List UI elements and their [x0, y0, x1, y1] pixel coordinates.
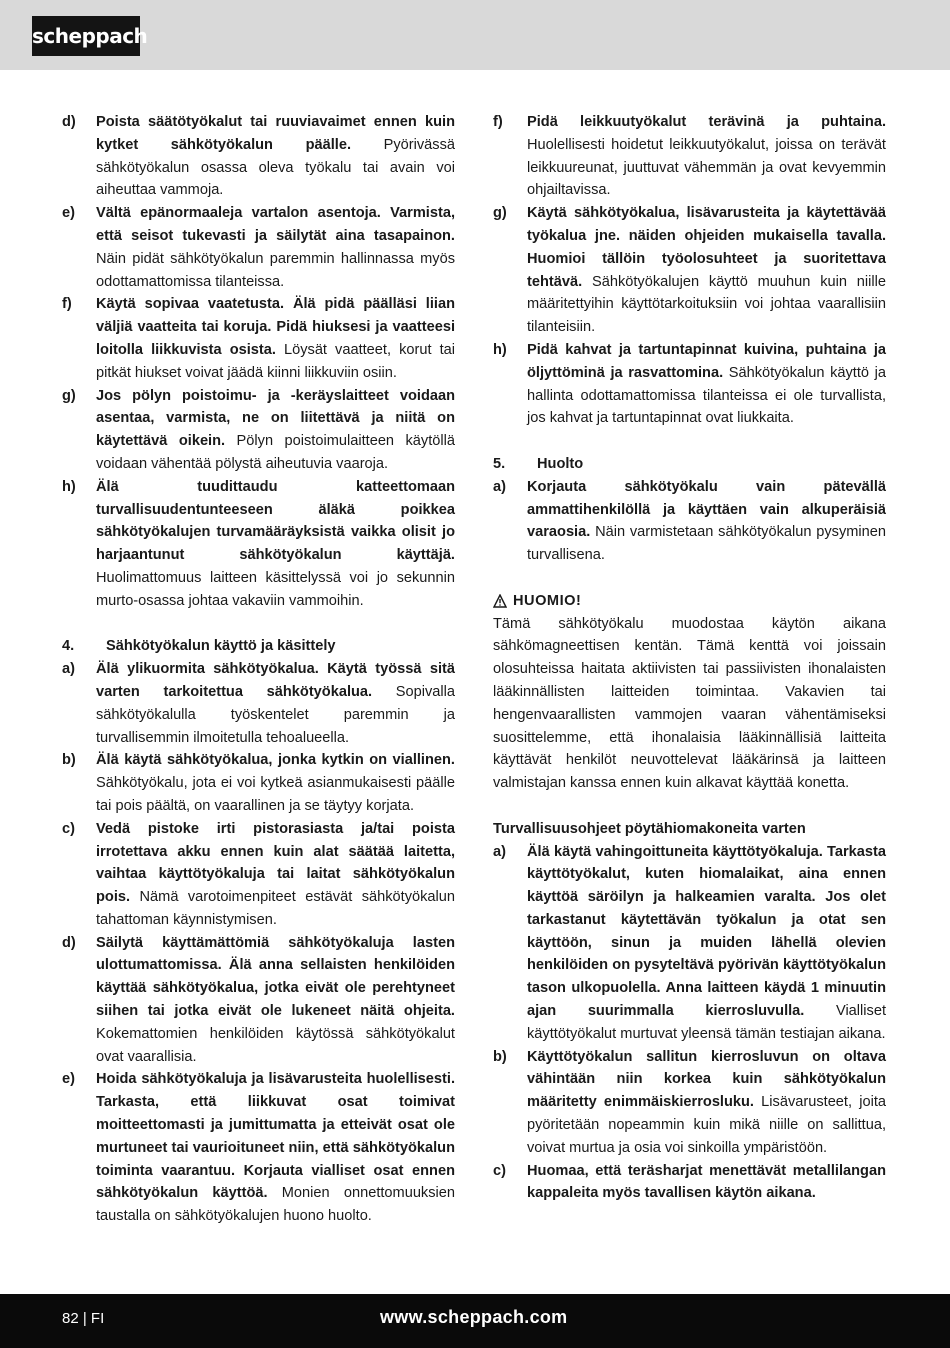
- list-item: [493, 339, 886, 430]
- list-item: [62, 1068, 455, 1228]
- section-title: Huolto: [537, 455, 584, 472]
- item-body: Käytä sopivaa vaatetusta. Älä pidä päälläsi liian väljiä vaatteita tai koruja. Pidä hiuksesi ja vaatteesi loitolla liikkuvista osista. Löysät vaatteet, korut tai pitkät hiukset voivat jäädä kiinni liikkuviin osiin.: [96, 296, 455, 381]
- item-label: f): [493, 114, 503, 130]
- item-label: g): [493, 205, 507, 222]
- section-heading-4: [62, 635, 455, 658]
- item-body: Vältä epänormaaleja vartalon asentoja. Varmista, että seisot tukevasti ja säilytät aina tasapainon. Näin pidät sähkötyökalun paremmin hallinnassa myös odottamattomissa tilanteissa.: [96, 205, 455, 290]
- warning-text: Tämä sähkötyökalu muodostaa käytön aikana sähkömagneettisen kentän. Tämä kenttä voi joissain olosuhteissa haitata aktiivisten tai passiivisten ihonalaisten lääkinnällisten laitteiden toimintaa. Vakavien tai hengenvaarallisten vammojen vaaran vähentämiseksi suosittelemme, että ihonalaisia lääkinnällisiä laitteita käyttävät henkilöt neuvottelevat lääkärinsä ja laitteen valmistajan kanssa ennen kuin alkavat käyttää konetta.: [493, 615, 886, 792]
- warning-title: [493, 590, 886, 613]
- right-column: [493, 111, 886, 1205]
- list-item: [493, 476, 886, 567]
- item-body: Käytä sähkötyökalua, lisävarusteita ja käytettävää työkalua jne. näiden ohjeiden mukaisella tavalla. Huomioi tällöin työolosuhteet ja suoritettava tehtävä. Sähkötyökalujen käyttö muuhun kuin niille määritettyihin käyttötarkoituksiin voi johtaa vaarallisiin tilanteisiin.: [527, 205, 886, 336]
- list-item: [62, 293, 455, 384]
- item-body: Pidä leikkuutyökalut terävinä ja puhtaina. Huolellisesti hoidetut leikkuutyökalut, joissa on terävät leikkuureunat, juuttuvat vähemmän ja ovat kevyemmin ohjailtavissa.: [527, 114, 886, 199]
- warning-title-text: HUOMIO!: [513, 592, 582, 609]
- list-item: [62, 932, 455, 1069]
- section-heading-5: [493, 453, 886, 476]
- list-item: [493, 1160, 886, 1206]
- item-label: b): [493, 1048, 507, 1065]
- item-body: Korjauta sähkötyökalu vain pätevällä ammattihenkilöllä ja käyttäen vain alkuperäisiä varaosia. Näin varmistetaan sähkötyökalun pysyminen turvallisena.: [527, 478, 886, 564]
- warning-block: [493, 590, 886, 795]
- list-item: [62, 111, 455, 202]
- list-item: [62, 202, 455, 293]
- list-item: [493, 841, 886, 1046]
- list-item: [493, 202, 886, 339]
- item-label: f): [62, 296, 72, 313]
- item-body: Säilytä käyttämättömiä sähkötyökaluja lasten ulottumattomissa. Älä anna sellaisten henkilöiden käyttää sähkötyökalua, jotka eivät ole perehtyneet siihen tai jotka eivät ole lukeneet näitä ohjeita. Kokemattomien henkilöiden käytössä sähkötyökalut ovat vaarallisia.: [96, 934, 455, 1065]
- list-item: [493, 111, 886, 202]
- spacer: [493, 567, 886, 590]
- item-list-left-2: [62, 658, 455, 1228]
- page-number: 82 | FI: [62, 1310, 105, 1327]
- item-label: a): [493, 843, 506, 860]
- item-list-right-2: [493, 476, 886, 567]
- item-body: Älä käytä sähkötyökalua, jonka kytkin on viallinen. Sähkötyökalu, jota ei voi kytkeä asianmukaisesti päälle tai pois päältä, on vaarallinen ja se täytyy korjata.: [96, 752, 455, 814]
- item-body: Älä käytä vahingoittuneita käyttötyökaluja. Tarkasta käyttötyökalut, kuten hiomalaikat, aina ennen käyttöä säröilyn ja halkeamien varalta. Jos olet tarkastanut käytettävän työkalun ja otat sen käyttöön, sinun ja muiden lähellä olevien henkilöiden on pysyteltävä pyörivän käyttötyökalun tason ulkopuolella. Anna laitteen käydä 1 minuutin ajan suurimmalla kierrosluvulla. Vialliset käyttötyökalut murtuvat yleensä tämän testiajan aikana.: [527, 843, 886, 1042]
- item-label: a): [62, 661, 75, 678]
- item-label: h): [493, 341, 507, 358]
- list-item: [493, 1046, 886, 1160]
- item-label: c): [62, 820, 75, 837]
- list-item: [62, 385, 455, 476]
- brand-logo: scheppach: [32, 16, 140, 56]
- item-label: c): [493, 1162, 506, 1179]
- item-body: Poista säätötyökalut tai ruuviavaimet ennen kuin kytket sähkötyökalun päälle. Pyörivässä sähkötyökalun osassa oleva työkalu tai avain voi aiheuttaa vammoja.: [96, 114, 455, 199]
- item-body: Älä tuudittaudu katteettomaan turvallisuudentunteeseen äläkä poikkea sähkötyökalujen turvamääräyksistä vaikka olisit jo harjaantunut sähkötyökalun käyttäjä. Huolimattomuus laitteen käsittelyssä voi jo sekunnin murto-osassa johtaa vakaviin vammoihin.: [96, 478, 455, 609]
- item-list-right-1: [493, 111, 886, 430]
- item-body: Käyttötyökalun sallitun kierrosluvun on oltava vähintään niin korkea kuin sähkötyökalun määritetty enimmäiskierrosluku. Lisävarusteet, joita pyöritetään nopeammin kuin mikä niille on sallittua, voivat murtua ja osia voi sinkoilla ympäristöön.: [527, 1048, 886, 1156]
- item-label: h): [62, 478, 76, 495]
- item-body: Jos pölyn poistoimu- ja -keräyslaitteet voidaan asentaa, varmista, ne on liitettävä ja niitä on käytettävä oikein. Pölyn poistoimulaitteen käytöllä voidaan vähentää pölystä aiheutuvia vaaroja.: [96, 387, 455, 472]
- item-body: Älä ylikuormita sähkötyökalua. Käytä työssä sitä varten tarkoitettua sähkötyökalua. Sopivalla sähkötyökalulla työskentelet paremmin ja turvallisemmin ilmoitetulla tehoalueella.: [96, 661, 456, 746]
- item-body: Vedä pistoke irti pistorasiasta ja/tai poista irrotettava akku ennen kuin alat säätää laitetta, vaihtaa käyttötyökaluja tai laitat sähkötyökalun pois. Nämä varotoimenpiteet estävät sähkötyökalun tahattoman käynnistymisen.: [96, 820, 455, 928]
- list-item: [62, 658, 455, 749]
- item-body: Pidä kahvat ja tartuntapinnat kuivina, puhtaina ja öljyttöminä ja rasvattomina. Sähkötyökalun käyttö ja hallinta odottamattomissa tilanteissa ei ole turvallista, jos kahvat ja tartuntapinnat ovat liukkaita.: [527, 341, 886, 427]
- item-label: b): [62, 752, 76, 769]
- list-item: [62, 749, 455, 817]
- item-label: e): [62, 1071, 75, 1088]
- item-label: d): [62, 934, 76, 951]
- item-body: Huomaa, että teräsharjat menettävät metallilangan kappaleita myös tavallisen käytön aikana.: [527, 1162, 886, 1202]
- spacer: [493, 795, 886, 818]
- subsection-heading: Turvallisuusohjeet pöytähiomakoneita varten: [493, 820, 806, 837]
- list-item: [62, 476, 455, 613]
- item-list-right-3: [493, 841, 886, 1206]
- left-column: [62, 111, 455, 1228]
- page-header: [0, 0, 950, 70]
- section-title: Sähkötyökalun käyttö ja käsittely: [106, 638, 336, 655]
- item-body: Hoida sähkötyökaluja ja lisävarusteita huolellisesti. Tarkasta, että liikkuvat osat toimivat moitteettomasti ja jumittumatta ja etteivät osat ole murtuneet tai vaurioituneet niin, että sähkötyökalun toiminta vaarantuu. Korjauta vialliset osat ennen sähkötyökalun käyttöä. Monien onnettomuuksien taustalla on sähkötyökalujen huono huolto.: [96, 1071, 455, 1225]
- item-label: a): [493, 478, 506, 495]
- item-label: e): [62, 205, 75, 222]
- website-link[interactable]: www.scheppach.com: [380, 1307, 568, 1327]
- item-list-left-1: [62, 111, 455, 613]
- warning-triangle-icon: [493, 594, 507, 608]
- page-footer: [0, 1294, 950, 1348]
- item-label: g): [62, 387, 76, 404]
- section-number: 5.: [493, 455, 506, 472]
- section-number: 4.: [62, 638, 75, 655]
- item-label: d): [62, 114, 76, 130]
- list-item: [62, 818, 455, 932]
